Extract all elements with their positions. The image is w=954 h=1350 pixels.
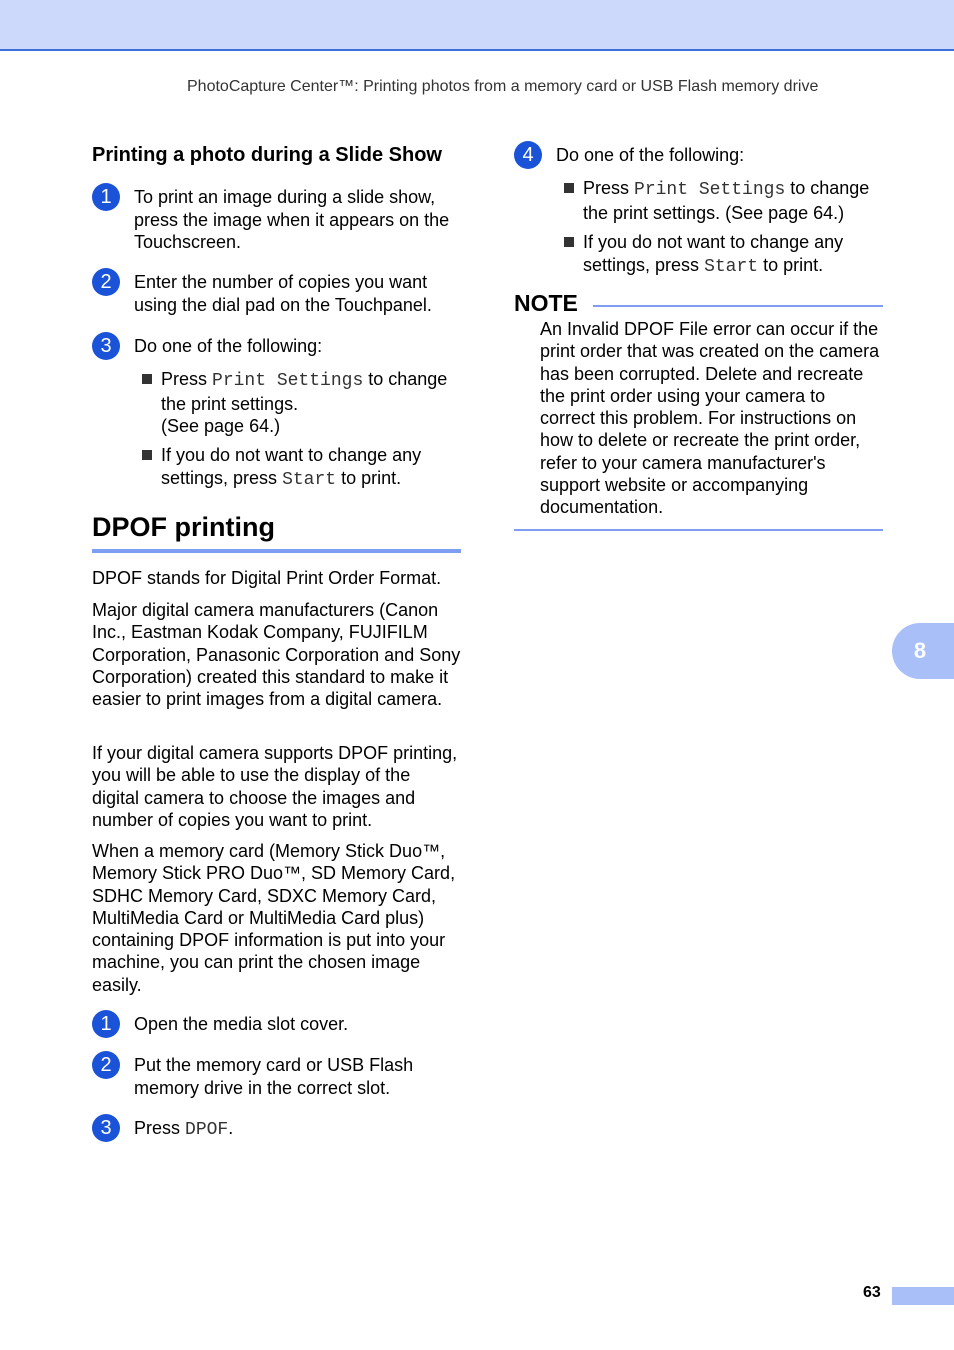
step-2 [92, 268, 464, 316]
bullet-square-icon [142, 450, 152, 460]
step-text: Do one of the following: [134, 336, 323, 356]
page-number-bar [892, 1287, 954, 1305]
step-text: Enter the number of copies you want using the dial pad on the Touchpanel. [134, 272, 432, 315]
step-number-badge: 4 [514, 141, 542, 169]
step-1 [92, 183, 464, 253]
dpof-step-2 [92, 1051, 464, 1099]
step-text: To print an image during a slide show, press the image when it appears on the Touchscreen. [134, 187, 450, 252]
code-dpof: DPOF [185, 1120, 229, 1140]
code-start: Start [704, 256, 759, 277]
step-number-badge: 2 [92, 1051, 120, 1079]
step-text: Open the media slot cover. [134, 1014, 349, 1034]
bullet-square-icon [142, 374, 152, 384]
bullet-square-icon [564, 183, 574, 193]
code-print-settings: Print Settings [212, 371, 364, 391]
heading-underline [92, 549, 461, 553]
dpof-step-3 [92, 1114, 464, 1142]
bullet-print-settings [142, 368, 462, 438]
paragraph: If your digital camera supports DPOF printing, you will be able to use the display of the digital camera to choose the images and number of copies you want to print. [92, 743, 458, 830]
section-heading-dpof: DPOF printing [92, 512, 275, 542]
code-start: Start [282, 469, 337, 490]
note-rule-top [593, 305, 883, 307]
step-number-badge: 1 [92, 1010, 120, 1038]
bullet-text: If you do not want to change any settings, press Start to print. [161, 445, 422, 490]
note-body: An Invalid DPOF File error can occur if the print order that was created on the camera has been corrupted. Delete and recreate the print order using your camera to correct this problem. For instructions on how to delete or recreate the print order, refer to your camera manufacturer's support website or accompanying documentation. [540, 319, 880, 518]
bullet-square-icon [564, 237, 574, 247]
paragraph: DPOF stands for Digital Print Order Format. [92, 568, 442, 588]
bullet-text: If you do not want to change any settings, press Start to print. [583, 232, 844, 277]
step-text: Press DPOF. [134, 1118, 234, 1140]
step-number-badge: 3 [92, 1114, 120, 1142]
code-print-settings: Print Settings [634, 180, 786, 200]
step-text: Do one of the following: [556, 145, 745, 165]
step-number-badge: 1 [92, 183, 120, 211]
section-heading-slide-show: Printing a photo during a Slide Show [92, 144, 442, 166]
bullet-print-settings [564, 177, 884, 225]
running-header: PhotoCapture Center™: Printing photos from a memory card or USB Flash memory drive [187, 78, 819, 95]
bullet-start [564, 231, 884, 279]
page-number: 63 [863, 1284, 881, 1301]
bullet-start [142, 444, 462, 492]
step-number-badge: 3 [92, 332, 120, 360]
paragraph: Major digital camera manufacturers (Canon Inc., Eastman Kodak Company, FUJIFILM Corporation, Panasonic Corporation and Sony Corporation) created this standard to make it easier to print images from a digital camera. [92, 600, 461, 710]
step-3 [92, 332, 464, 360]
step-text: Put the memory card or USB Flash memory drive in the correct slot. [134, 1055, 414, 1098]
note-title: NOTE [514, 290, 578, 316]
chapter-tab: 8 [892, 623, 954, 679]
bullet-text: Press Print Settings to change the print settings. (See page 64.) [161, 369, 448, 436]
paragraph: When a memory card (Memory Stick Duo™, Memory Stick PRO Duo™, SD Memory Card, SDHC Memory Card, SDXC Memory Card, MultiMedia Card or MultiMedia Card plus) containing DPOF information is put into your machine, you can print the chosen image easily. [92, 841, 456, 995]
step-4 [514, 141, 886, 169]
dpof-step-1 [92, 1010, 464, 1038]
note-rule-bottom [514, 529, 883, 531]
bullet-text: Press Print Settings to change the print settings. (See page 64.) [583, 178, 870, 223]
step-number-badge: 2 [92, 268, 120, 296]
header-band [0, 0, 954, 51]
